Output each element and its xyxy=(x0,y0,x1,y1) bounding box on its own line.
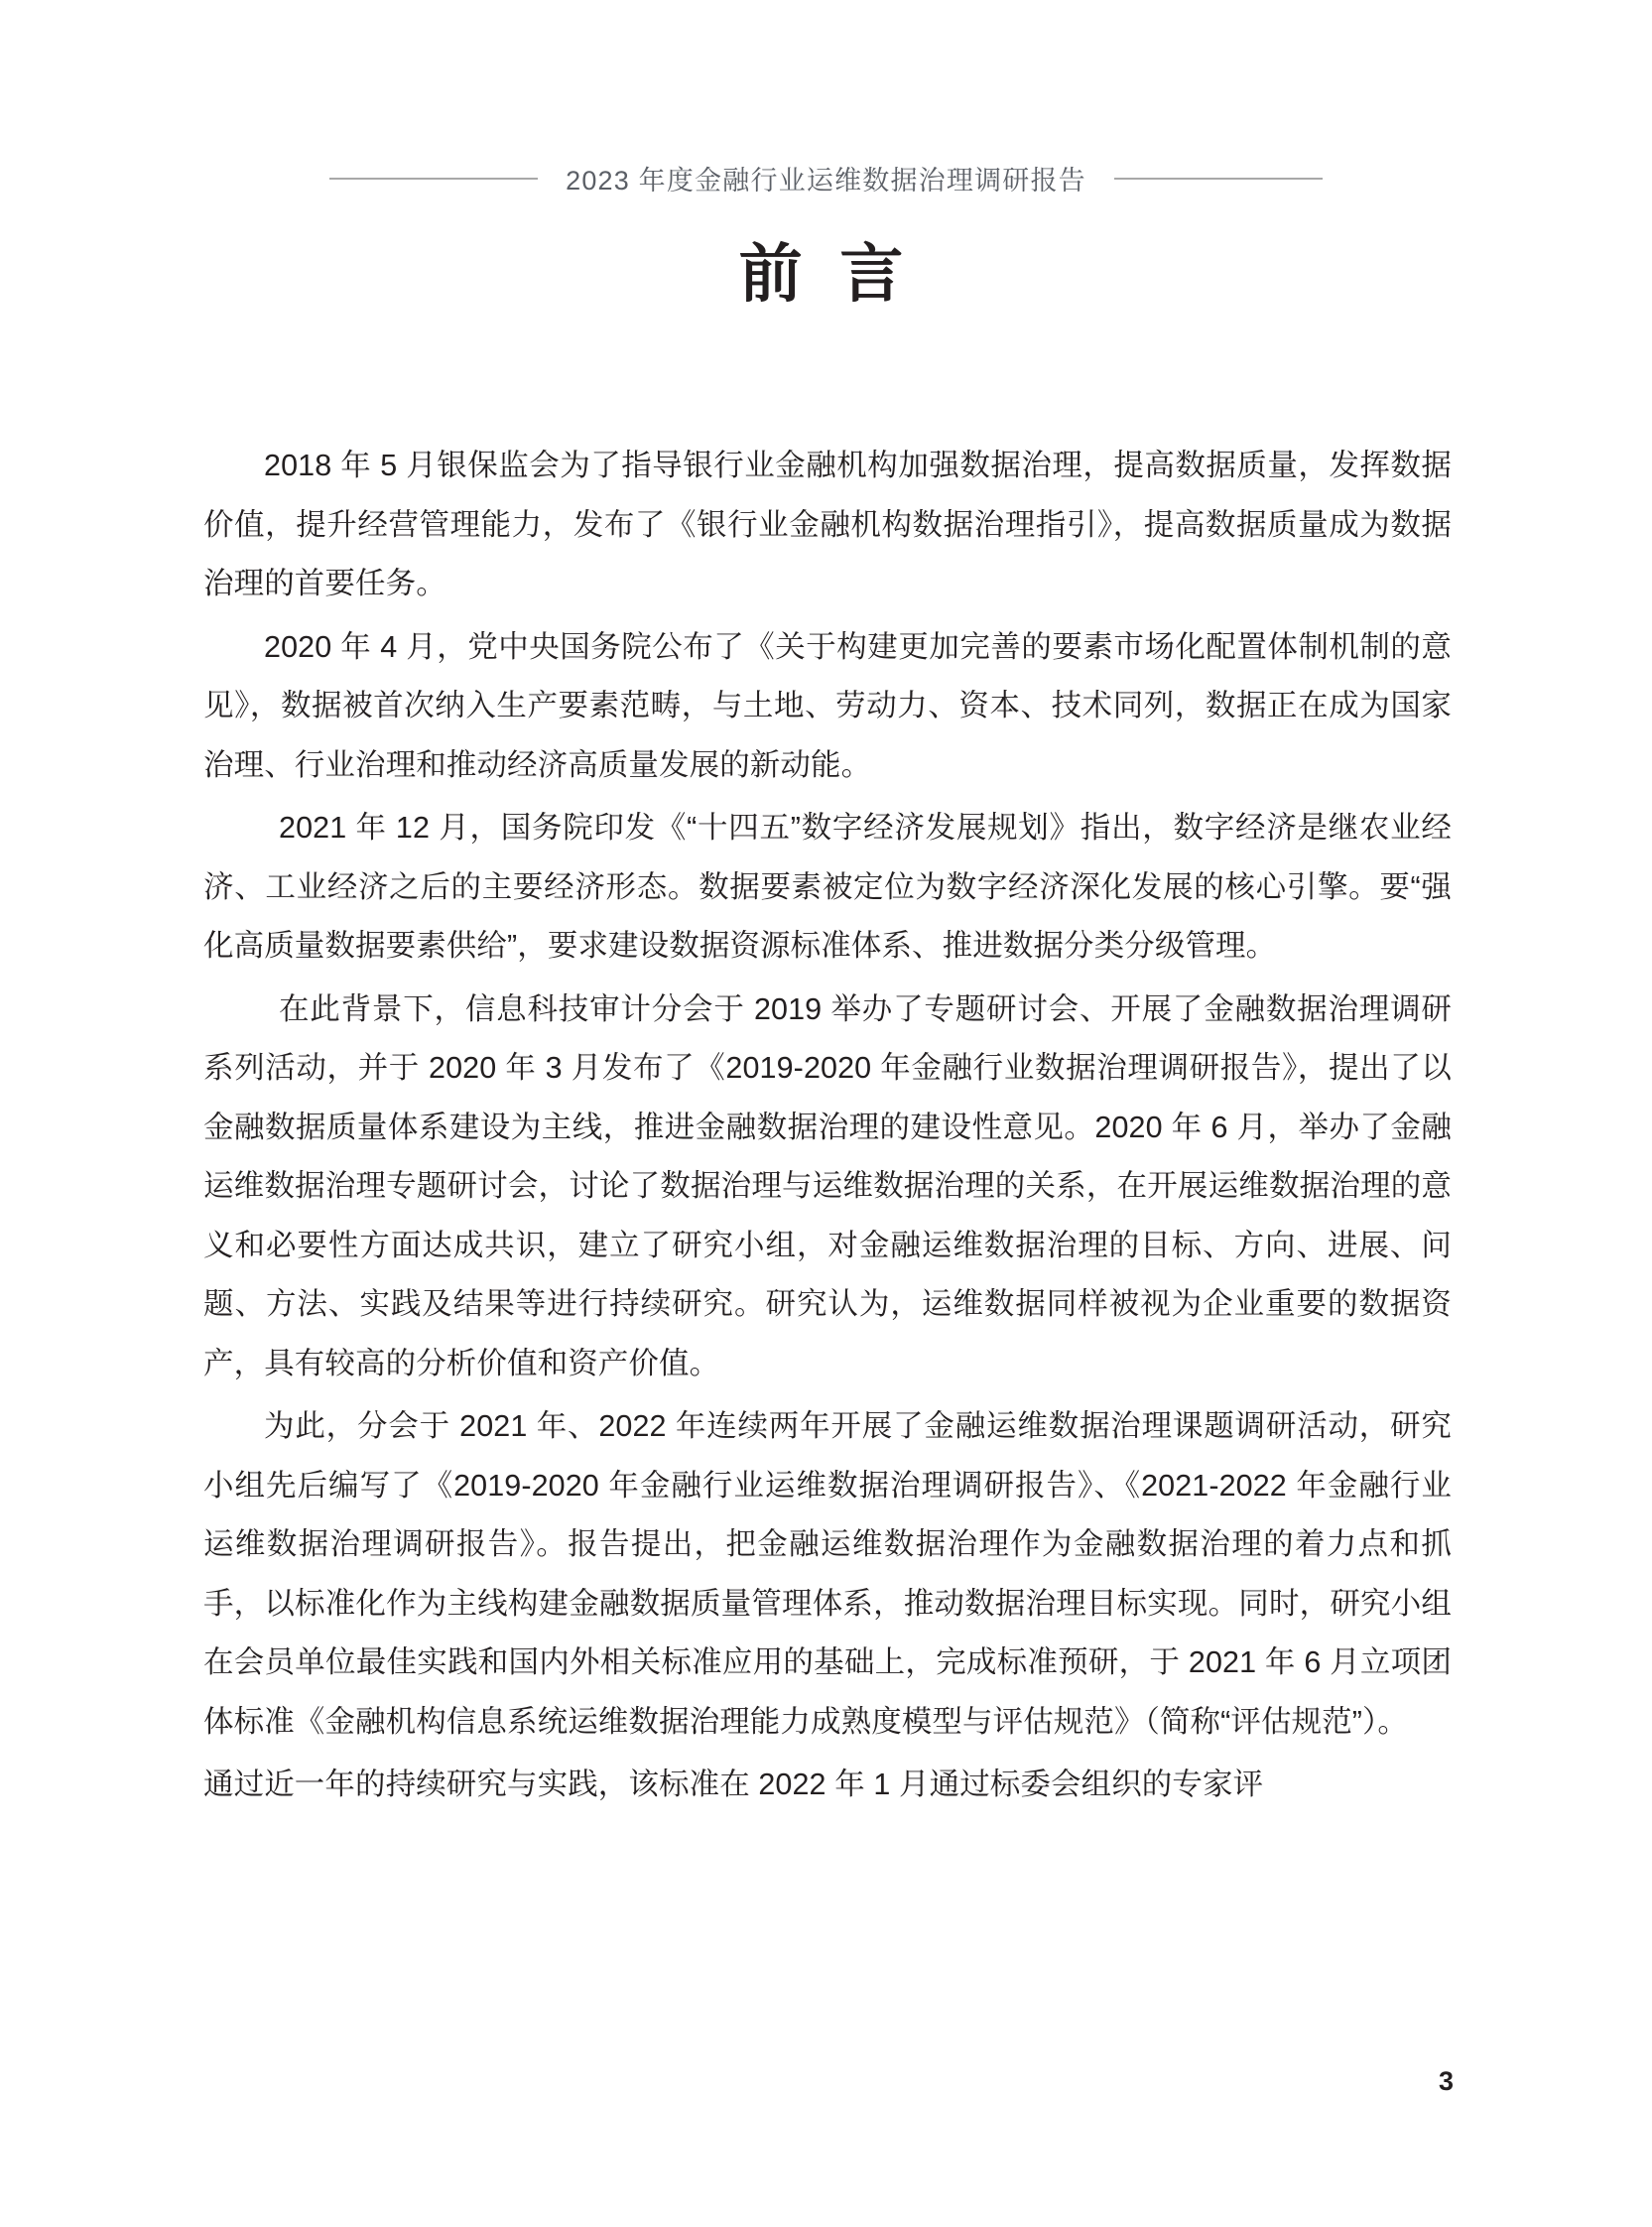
page-number: 3 xyxy=(1438,2066,1454,2096)
paragraph-2: 2020 年 4 月，党中央国务院公布了《关于构建更加完善的要素市场化配置体制机制的意见》，数据被首次纳入生产要素范畴，与土地、劳动力、资本、技术同列，数据正在成为国家治理、行业治理和推动经济高质量发展的新动能。 xyxy=(203,629,1452,782)
paragraph-5: 为此，分会于 2021 年、2022 年连续两年开展了金融运维数据治理课题调研活动，研究小组先后编写了《2019-2020 年金融行业运维数据治理调研报告》、《2021-2022 年金融行业运维数据治理调研报告》。报告提出，把金融运维数据治理作为金融数据治理的着力点和抓手，以标准化作为主线构建金融数据质量管理体系，推动数据治理目标实现。同时，研究小组在会员单位最佳实践和国内外相关标准应用的基础上，完成标准预研，于 2021 年 6 月立项团体标准《金融机构信息系统运维数据治理能力成熟度模型与评估规范》（简称“评估规范”）。 xyxy=(203,1409,1452,1739)
paragraph-4: 在此背景下，信息科技审计分会于 2019 举办了专题研讨会、开展了金融数据治理调研系列活动，并于 2020 年 3 月发布了《2019-2020 年金融行业数据治理调研报告》，提出了以金融数据质量体系建设为主线，推进金融数据治理的建设性意见。2020 年 6 月，举办了金融运维数据治理专题研讨会，讨论了数据治理与运维数据治理的关系，在开展运维数据治理的意义和必要性方面达成共识，建立了研究小组，对金融运维数据治理的目标、方向、进展、问题、方法、实践及结果等进行持续研究。研究认为，运维数据同样被视为企业重要的数据资产，具有较高的分析价值和资产价值。 xyxy=(203,991,1452,1380)
paragraph-6: 通过近一年的持续研究与实践，该标准在 2022 年 1 月通过标委会组织的专家评 xyxy=(203,1768,1264,1801)
paragraph-1: 2018 年 5 月银保监会为了指导银行业金融机构加强数据治理，提高数据质量，发挥数据价值，提升经营管理能力，发布了《银行业金融机构数据治理指引》，提高数据质量成为数据治理的首要任务。 xyxy=(203,449,1452,600)
header-title: 2023 年度金融行业运维数据治理调研报告 xyxy=(566,166,1086,196)
header-right-rule-icon xyxy=(1114,178,1323,180)
paragraph-3: 2021 年 12 月，国务院印发《“十四五”数字经济发展规划》指出，数字经济是继农业经济、工业经济之后的主要经济形态。数据要素被定位为数字经济深化发展的核心引擎。要“强化高质量数据要素供给”，要求建设数据资源标准体系、推进数据分类分级管理。 xyxy=(203,811,1452,963)
header-left-rule-icon xyxy=(329,178,538,180)
page-title: 前 言 xyxy=(738,238,914,310)
running-header xyxy=(0,159,1652,197)
body-text-block xyxy=(203,437,1452,1819)
